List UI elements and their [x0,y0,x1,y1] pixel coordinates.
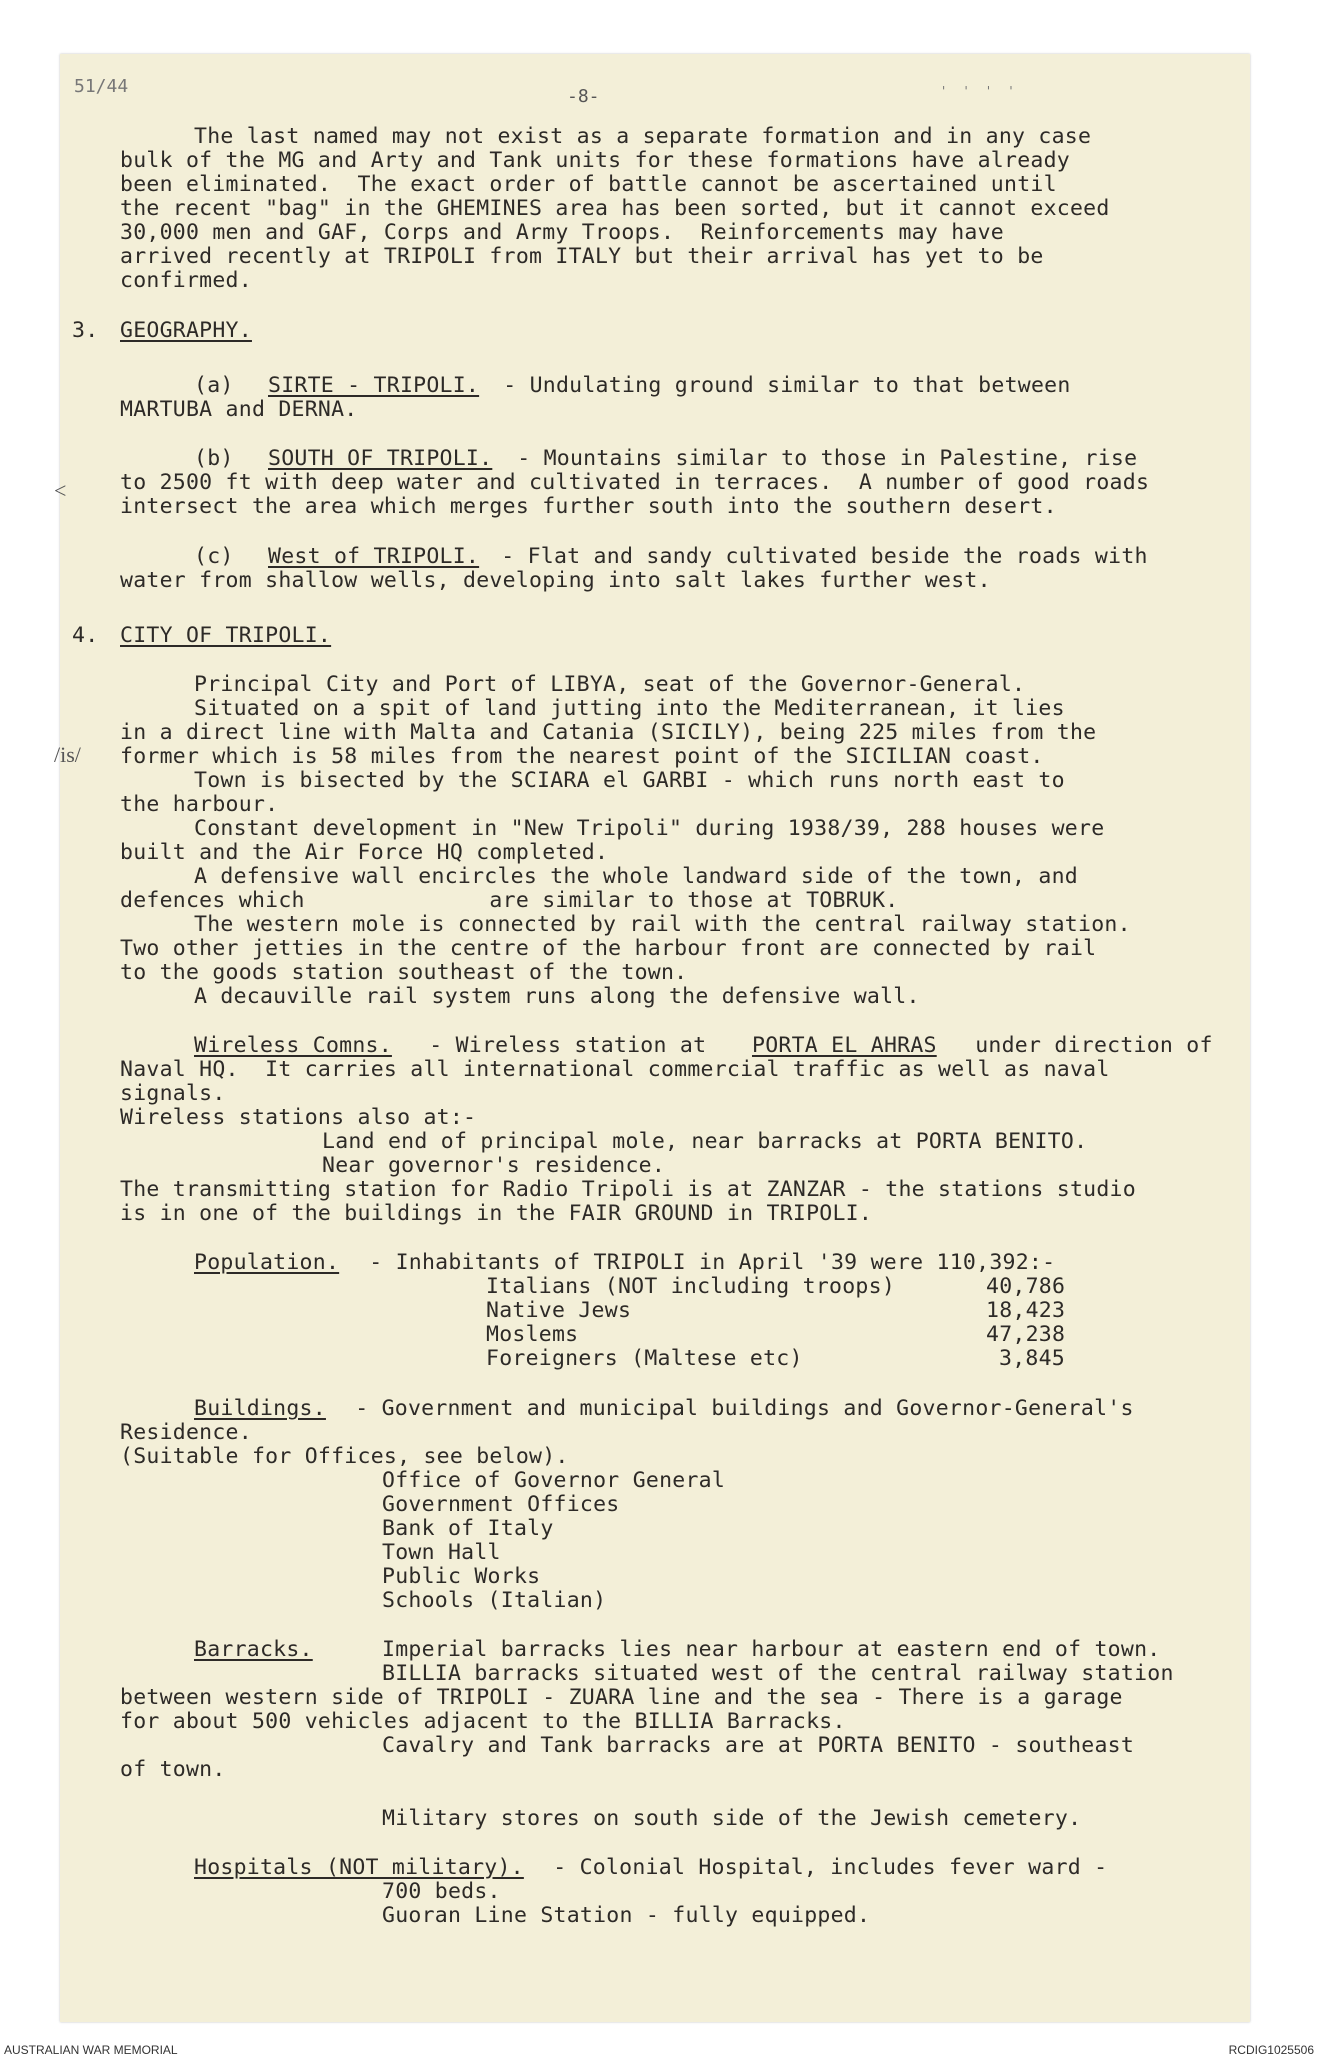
text-line: (a) [194,373,234,398]
text-line: (b) [194,446,234,471]
text-line: is in one of the buildings in the FAIR GROUND in TRIPOLI. [120,1201,873,1226]
text-line: in a direct line with Malta and Catania (SICILY), being 225 miles from the [120,720,1097,745]
subheading-hospitals: Hospitals (NOT military). [194,1855,524,1880]
text-line: Principal City and Port of LIBYA, seat of the Governor-General. [194,672,1026,697]
subheading-barracks: Barracks. [194,1637,313,1662]
text-line: BILLIA barracks situated west of the central railway station [382,1661,1174,1686]
text-line: - Mountains similar to those in Palestine, rise [504,446,1138,471]
text-line: of town. [120,1757,226,1782]
building-item: Bank of Italy [382,1516,554,1541]
text-line: The last named may not exist as a separate formation and in any case [194,124,1092,149]
text-line: for about 500 vehicles adjacent to the BILLIA Barracks. [120,1709,846,1734]
text-line: - Undulating ground similar to that between [490,373,1071,398]
text-line: to the goods station southeast of the town. [120,960,688,985]
subheading: SIRTE - TRIPOLI. [268,373,480,398]
page-number: -8- [567,86,600,107]
text-line: A defensive wall encircles the whole landward side of the town, and [194,864,1079,889]
population-value: 18,423 [986,1298,1066,1323]
margin-mark: /is/ [54,742,81,767]
text-line: A decauville rail system runs along the defensive wall. [194,984,920,1009]
text-line: Situated on a spit of land jutting into the Mediterranean, it lies [194,696,1065,721]
subheading-wireless: Wireless Comns. [194,1033,392,1058]
text-line: (c) [194,544,234,569]
population-label: Moslems [486,1322,579,1347]
text-line: the recent "bag" in the GHEMINES area has been sorted, but it cannot exceed [120,196,1110,221]
place-name: PORTA EL AHRAS [752,1033,937,1058]
text-line: to 2500 ft with deep water and cultivated in terraces. A number of good roads [120,470,1150,495]
text-line: MARTUBA and DERNA. [120,397,358,422]
population-value: 3,845 [999,1346,1065,1371]
text-line: arrived recently at TRIPOLI from ITALY but their arrival has yet to be [120,244,1044,269]
section-number: 3. [72,318,99,343]
text-line: (Suitable for Offices, see below). [120,1444,569,1469]
section-number: 4. [72,623,99,648]
text-line: water from shallow wells, developing into salt lakes further west. [120,568,991,593]
text-line: under direction of [962,1033,1213,1058]
text-line: intersect the area which merges further south into the southern desert. [120,494,1057,519]
text-line: Guoran Line Station - fully equipped. [382,1903,871,1928]
population-label: Italians (NOT including troops) [486,1274,896,1299]
building-item: Schools (Italian) [382,1588,607,1613]
text-line: confirmed. [120,268,252,293]
building-item: Public Works [382,1564,541,1589]
population-value: 47,238 [986,1322,1066,1347]
text-line: former which is 58 miles from the nearest point of the SICILIAN coast. [120,744,1044,769]
punch-marks: ' ' ' ' [940,84,1019,98]
text-line: Wireless stations also at:- [120,1105,477,1130]
section-heading-geography: GEOGRAPHY. [120,318,252,343]
text-line: - Inhabitants of TRIPOLI in April '39 were 110,392:- [356,1250,1056,1275]
subheading-buildings: Buildings. [194,1396,326,1421]
text-line: The western mole is connected by rail with the central railway station. [194,912,1131,937]
footer-archive-name: AUSTRALIAN WAR MEMORIAL [4,2043,178,2057]
population-value: 40,786 [986,1274,1066,1299]
margin-mark: < [54,478,67,503]
section-heading-city: CITY OF TRIPOLI. [120,623,332,648]
text-line: - Colonial Hospital, includes fever ward - [540,1855,1108,1880]
population-label: Foreigners (Maltese etc) [486,1346,803,1371]
footer-record-id: RCDIG1025506 [1228,2043,1314,2057]
text-line: - Wireless station at [416,1033,720,1058]
text-line: Two other jetties in the centre of the harbour front are connected by rail [120,936,1097,961]
subheading: SOUTH OF TRIPOLI. [268,446,493,471]
subheading: West of TRIPOLI. [268,544,480,569]
text-line: bulk of the MG and Arty and Tank units for these formations have already [120,148,1070,173]
document-page [54,54,1250,2022]
building-item: Office of Governor General [382,1468,726,1493]
text-line: Land end of principal mole, near barracks at PORTA BENITO. [322,1129,1088,1154]
building-item: Government Offices [382,1492,620,1517]
text-line: between western side of TRIPOLI - ZUARA line and the sea - There is a garage [120,1685,1123,1710]
text-line: signals. [120,1081,226,1106]
text-line: Town is bisected by the SCIARA el GARBI - which runs north east to [194,768,1065,793]
text-line: the harbour. [120,792,279,817]
text-line: - Government and municipal buildings and Governor-General's [342,1396,1134,1421]
subheading-population: Population. [194,1250,340,1275]
text-line: Cavalry and Tank barracks are at PORTA BENITO - southeast [382,1733,1135,1758]
text-line: Military stores on south side of the Jewish cemetery. [382,1806,1082,1831]
text-line: been eliminated. The exact order of battle cannot be ascertained until [120,172,1057,197]
text-line: The transmitting station for Radio Tripoli is at ZANZAR - the stations studio [120,1177,1136,1202]
text-line: Residence. [120,1420,252,1445]
text-line: Imperial barracks lies near harbour at eastern end of town. [382,1637,1161,1662]
population-label: Native Jews [486,1298,632,1323]
text-line: Naval HQ. It carries all international commercial traffic as well as naval [120,1057,1110,1082]
reference-mark: 51/44 [74,76,129,97]
text-line: - Flat and sandy cultivated beside the roads with [488,544,1148,569]
text-line: Near governor's residence. [322,1153,666,1178]
text-line: built and the Air Force HQ completed. [120,840,609,865]
text-line: 30,000 men and GAF, Corps and Army Troops. Reinforcements may have [120,220,1005,245]
text-line: Constant development in "New Tripoli" during 1938/39, 288 houses were [194,816,1105,841]
text-line: 700 beds. [382,1879,501,1904]
building-item: Town Hall [382,1540,501,1565]
text-line: defences which are similar to those at TOBRUK. [120,888,899,913]
